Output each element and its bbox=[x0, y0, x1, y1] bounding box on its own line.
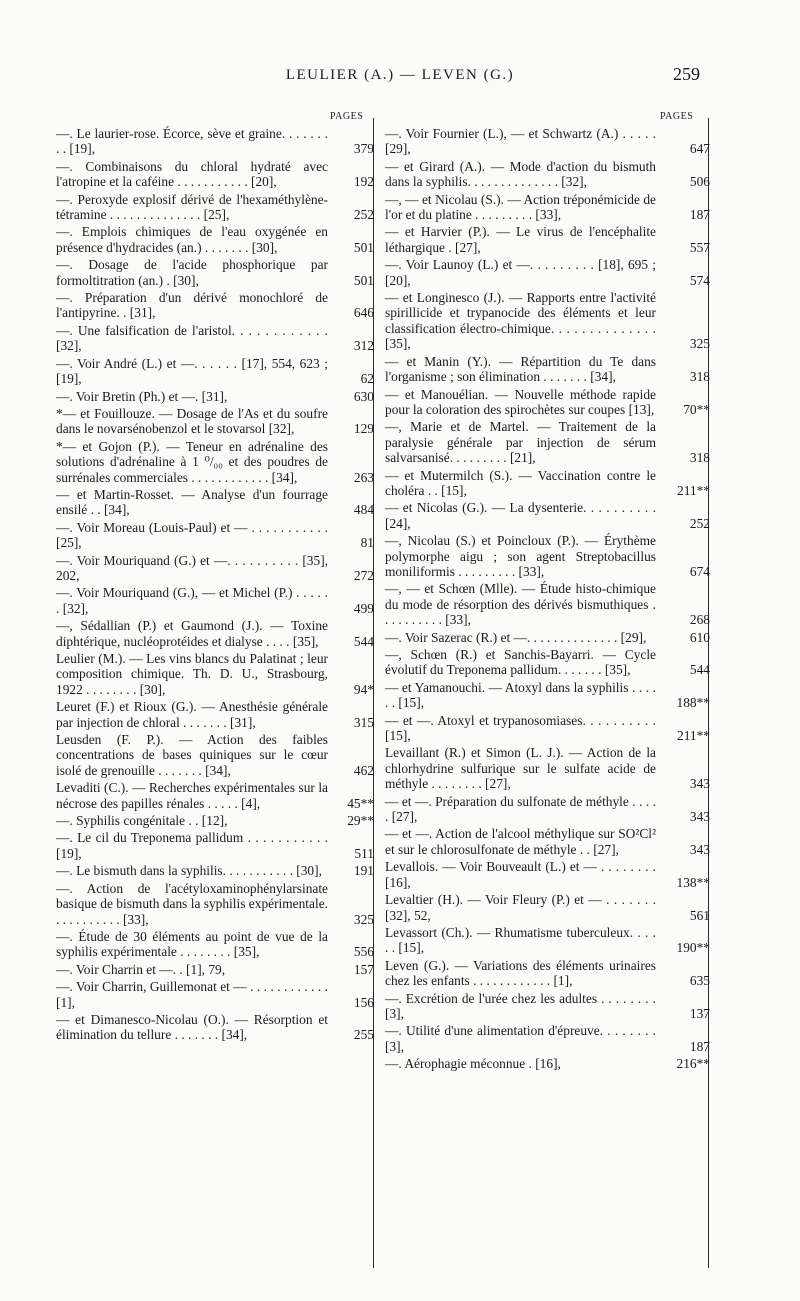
entry-page-number: 630 bbox=[353, 388, 374, 404]
index-entry bbox=[56, 651, 374, 697]
entry-text: —. Voir Moreau (Louis-Paul) et — . . . . . . . . . . . [25], bbox=[56, 519, 328, 551]
entry-page-number: 674 bbox=[689, 563, 710, 579]
entry-page-number: 129 bbox=[353, 421, 374, 437]
entry-text: Levassort (Ch.). — Rhumatisme tuberculeux. . . . . . [15], bbox=[385, 924, 656, 956]
entry-page-number: 379 bbox=[353, 141, 374, 157]
entry-page-number: 81 bbox=[360, 535, 374, 551]
entry-page-number: 187 bbox=[689, 207, 710, 223]
entry-text: — et Manin (Y.). — Répartition du Te dans l'organisme ; son élimination . . . . . . . [34], bbox=[385, 353, 656, 385]
index-entry bbox=[56, 881, 374, 927]
entry-page-number: 646 bbox=[353, 305, 374, 321]
entry-text: —. Voir Sazerac (R.) et —. . . . . . . . . . . . . . [29], bbox=[385, 629, 647, 645]
page-header bbox=[0, 64, 800, 88]
entry-text: —. Le bismuth dans la syphilis. . . . . . . . . . . [30], bbox=[56, 863, 322, 879]
entry-text: — et —. Atoxyl et trypanosomiases. . . . . . . . . . [15], bbox=[385, 712, 656, 744]
entry-page-number: 544 bbox=[353, 633, 374, 649]
index-entry bbox=[385, 387, 710, 418]
entry-text: —, — et Nicolau (S.). — Action tréponémicide de l'or et du platine . . . . . . . . . [33], bbox=[385, 191, 656, 223]
entry-page-number: 610 bbox=[689, 629, 710, 645]
index-entry bbox=[56, 979, 374, 1010]
entry-page-number: 62 bbox=[360, 371, 374, 387]
entry-page-number: 343 bbox=[689, 776, 710, 792]
entry-text: *— et Fouillouze. — Dosage de l'As et du soufre dans le novarsénobenzol et le stovarsol [32], bbox=[56, 405, 328, 437]
entry-text: —. Excrétion de l'urée chez les adultes . . . . . . . . [3], bbox=[385, 990, 656, 1021]
index-entry bbox=[385, 892, 710, 923]
index-entry bbox=[385, 533, 710, 579]
index-column-left bbox=[56, 126, 374, 1045]
index-entry bbox=[385, 630, 710, 645]
entry-page-number: 138** bbox=[676, 874, 710, 890]
entry-text: —. Voir Bretin (Ph.) et —. [31], bbox=[56, 388, 228, 404]
entry-text: — et Harvier (P.). — Le virus de l'encéphalite léthargique . [27], bbox=[385, 224, 656, 255]
entry-text: —. Voir Mouriquand (G.) et —. . . . . . . . . . [35], 202, bbox=[56, 552, 328, 583]
entry-text: —. Voir André (L.) et —. . . . . . [17], 554, 623 ; [19], bbox=[56, 355, 328, 387]
index-entry bbox=[56, 780, 374, 811]
index-entry bbox=[56, 553, 374, 584]
entry-text: — et —. Préparation du sulfonate de méthyle . . . . . [27], bbox=[385, 793, 656, 825]
entry-text: — et —. Action de l'alcool méthylique sur SO²Cl² et sur le chlorosulfonate de méthyle . . [27], bbox=[385, 826, 656, 857]
entry-text: Levaditi (C.). — Recherches expérimentales sur la nécrose des papilles rénales . . . . . [4], bbox=[56, 780, 328, 811]
entry-text: —. Peroxyde explosif dérivé de l'hexaméthylène-tétramine . . . . . . . . . . . . . . [25], bbox=[56, 191, 328, 223]
entry-text: —. Emplois chimiques de l'eau oxygénée en présence d'hydracides (an.) . . . . . . . [30], bbox=[56, 224, 328, 255]
entry-page-number: 561 bbox=[689, 907, 710, 923]
entry-page-number: 635 bbox=[689, 973, 710, 989]
entry-page-number: 499 bbox=[353, 600, 374, 616]
entry-page-number: 325 bbox=[353, 911, 374, 927]
entry-text: —. Étude de 30 éléments au point de vue de la syphilis expérimentale . . . . . . . . [35], bbox=[56, 928, 328, 960]
pages-column-heading-left: PAGES bbox=[330, 111, 364, 122]
index-entry bbox=[385, 581, 710, 627]
index-entry bbox=[385, 224, 710, 255]
entry-text: Leuret (F.) et Rioux (G.). — Anesthésie générale par injection de chloral . . . . . . . [31], bbox=[56, 699, 328, 730]
index-entry bbox=[56, 159, 374, 190]
entry-text: —. Aérophagie méconnue . [16], bbox=[385, 1056, 561, 1072]
index-entry bbox=[56, 487, 374, 518]
index-entry bbox=[56, 439, 374, 485]
index-entry bbox=[385, 354, 710, 385]
index-entry bbox=[56, 520, 374, 551]
entry-page-number: 318 bbox=[689, 450, 710, 466]
index-entry bbox=[56, 356, 374, 387]
entry-page-number: 462 bbox=[353, 762, 374, 778]
entry-text: — et Girard (A.). — Mode d'action du bismuth dans la syphilis. . . . . . . . . . . . . . [32], bbox=[385, 158, 656, 190]
index-entry bbox=[56, 224, 374, 255]
entry-page-number: 211** bbox=[677, 728, 710, 744]
entry-page-number: 544 bbox=[689, 662, 710, 678]
entry-page-number: 272 bbox=[353, 567, 374, 583]
entry-text: —. Voir Fournier (L.), — et Schwartz (A.) . . . . . [29], bbox=[385, 126, 656, 157]
entry-text: —, Schœn (R.) et Sanchis-Bayarri. — Cycle évolutif du Treponema pallidum. . . . . . . [35], bbox=[385, 647, 656, 678]
entry-text: —. Voir Mouriquand (G.), — et Michel (P.) . . . . . . [32], bbox=[56, 585, 328, 616]
entry-page-number: 45** bbox=[347, 795, 374, 811]
index-entry bbox=[385, 859, 710, 890]
index-entry bbox=[385, 925, 710, 956]
entry-text: —. Voir Charrin, Guillemonat et — . . . . . . . . . . . . [1], bbox=[56, 979, 328, 1010]
entry-page-number: 94* bbox=[353, 681, 374, 697]
index-entry bbox=[385, 500, 710, 531]
index-entry bbox=[385, 647, 710, 678]
entry-page-number: 29** bbox=[347, 813, 374, 829]
entry-text: — et Manouélian. — Nouvelle méthode rapide pour la coloration des spirochètes sur coupes [13], bbox=[385, 386, 656, 417]
entry-text: —, Nicolau (S.) et Poincloux (P.). — Érythème polymorphe aigu ; son agent Streptobacillus moniliformis . . . . . . . . . [33], bbox=[385, 533, 656, 579]
entry-page-number: 255 bbox=[353, 1027, 374, 1043]
entry-page-number: 188** bbox=[676, 695, 710, 711]
index-entry bbox=[385, 192, 710, 223]
entry-page-number: 156 bbox=[353, 994, 374, 1010]
entry-text: — et Dimanesco-Nicolau (O.). — Résorption et élimination du tellure . . . . . . . [34], bbox=[56, 1011, 328, 1043]
entry-page-number: 137 bbox=[689, 1005, 710, 1021]
index-entry bbox=[56, 962, 374, 977]
entry-text: — et Yamanouchi. — Atoxyl dans la syphilis . . . . . . [15], bbox=[385, 679, 656, 711]
index-entry bbox=[385, 1056, 710, 1071]
entry-page-number: 157 bbox=[353, 961, 374, 977]
index-entry bbox=[56, 290, 374, 321]
entry-text: Leulier (M.). — Les vins blancs du Palatinat ; leur composition chimique. Th. D. U., Strasbourg, 1922 . . . . . . . . [30], bbox=[56, 651, 328, 697]
entry-page-number: 511 bbox=[354, 845, 374, 861]
entry-text: *— et Gojon (P.). — Teneur en adrénaline des solutions d'adrénaline à 1 ⁰/₀₀ et des poudres de surrénales commerciales . . . . . . . . . . . . [34], bbox=[56, 438, 328, 485]
entry-page-number: 343 bbox=[689, 841, 710, 857]
entry-page-number: 190** bbox=[676, 940, 710, 956]
entry-text: — et Nicolas (G.). — La dysenterie. . . . . . . . . . [24], bbox=[385, 500, 656, 531]
entry-page-number: 315 bbox=[353, 714, 374, 730]
entry-text: —. Syphilis congénitale . . [12], bbox=[56, 813, 228, 829]
index-entry bbox=[385, 1023, 710, 1054]
entry-page-number: 252 bbox=[689, 515, 710, 531]
entry-text: —. Action de l'acétyloxaminophénylarsinate basique de bismuth dans la syphilis expérimentale. . . . . . . . . . . [33], bbox=[56, 880, 328, 927]
index-entry bbox=[385, 958, 710, 989]
entry-page-number: 325 bbox=[689, 336, 710, 352]
entry-text: —, Sédallian (P.) et Gaumond (J.). — Toxine diphtérique, nucléoprotéides et dialyse . . . . [35], bbox=[56, 618, 328, 649]
index-entry bbox=[385, 680, 710, 711]
index-entry bbox=[385, 794, 710, 825]
entry-page-number: 263 bbox=[353, 469, 374, 485]
entry-page-number: 252 bbox=[353, 207, 374, 223]
page-number: 259 bbox=[673, 64, 700, 84]
index-entry bbox=[385, 826, 710, 857]
index-entry bbox=[56, 830, 374, 861]
index-entry bbox=[385, 468, 710, 499]
entry-page-number: 312 bbox=[353, 338, 374, 354]
entry-text: Levallois. — Voir Bouveault (L.) et — . . . . . . . . [16], bbox=[385, 859, 656, 890]
index-entry bbox=[56, 699, 374, 730]
index-entry bbox=[56, 618, 374, 649]
index-entry bbox=[56, 1012, 374, 1043]
entry-text: —. Le laurier-rose. Écorce, sève et graine. . . . . . . . . [19], bbox=[56, 126, 328, 157]
entry-text: —. Dosage de l'acide phosphorique par formoltitration (an.) . [30], bbox=[56, 257, 328, 288]
index-entry bbox=[385, 290, 710, 352]
pages-column-heading-right: PAGES bbox=[660, 111, 694, 122]
entry-text: —, — et Schœn (Mlle). — Étude histo-chimique du mode de résorption des dérivés bismuthiques . . . . . . . . . . [33], bbox=[385, 581, 656, 628]
entry-text: — et Martin-Rosset. — Analyse d'un fourrage ensilé . . [34], bbox=[56, 486, 328, 518]
entry-page-number: 484 bbox=[353, 502, 374, 518]
entry-text: Levaillant (R.) et Simon (L. J.). — Action de la chlorhydrine sulfurique sur le sulfate acide de méthyle . . . . . . . . [27], bbox=[385, 745, 656, 792]
entry-text: —, Marie et de Martel. — Traitement de la paralysie générale par injection de sérum salvarsanisé. . . . . . . . . [21], bbox=[385, 419, 656, 466]
entry-text: — et Mutermilch (S.). — Vaccination contre le choléra . . [15], bbox=[385, 467, 656, 498]
running-title: LEULIER (A.) — LEVEN (G.) bbox=[285, 67, 515, 83]
index-entry bbox=[56, 585, 374, 616]
entry-text: —. Une falsification de l'aristol. . . . . . . . . . . . [32], bbox=[56, 322, 328, 354]
entry-page-number: 268 bbox=[689, 612, 710, 628]
entry-page-number: 506 bbox=[689, 174, 710, 190]
index-entry bbox=[56, 406, 374, 437]
entry-text: Leven (G.). — Variations des éléments urinaires chez les enfants . . . . . . . . . . . . [1], bbox=[385, 957, 656, 989]
entry-text: —. Combinaisons du chloral hydraté avec l'atropine et la caféine . . . . . . . . . . . [20], bbox=[56, 158, 328, 190]
index-entry bbox=[56, 257, 374, 288]
index-entry bbox=[385, 419, 710, 465]
entry-text: —. Préparation d'un dérivé monochloré de l'antipyrine. . [31], bbox=[56, 290, 328, 321]
entry-text: —. Voir Launoy (L.) et —. . . . . . . . . [18], 695 ; [20], bbox=[385, 257, 656, 288]
entry-text: Levaltier (H.). — Voir Fleury (P.) et — . . . . . . . [32], 52, bbox=[385, 892, 656, 923]
entry-page-number: 574 bbox=[689, 272, 710, 288]
entry-page-number: 187 bbox=[689, 1038, 710, 1054]
index-entry bbox=[385, 126, 710, 157]
entry-page-number: 501 bbox=[353, 239, 374, 255]
index-entry bbox=[56, 929, 374, 960]
entry-text: —. Le cil du Treponema pallidum . . . . . . . . . . . [19], bbox=[56, 830, 328, 861]
index-entry bbox=[385, 713, 710, 744]
entry-page-number: 556 bbox=[353, 944, 374, 960]
entry-page-number: 70** bbox=[683, 401, 710, 417]
entry-page-number: 318 bbox=[689, 369, 710, 385]
index-entry bbox=[56, 863, 374, 878]
entry-page-number: 343 bbox=[689, 809, 710, 825]
index-entry bbox=[385, 745, 710, 791]
index-entry bbox=[56, 389, 374, 404]
entry-page-number: 647 bbox=[689, 141, 710, 157]
entry-page-number: 216** bbox=[676, 1056, 710, 1072]
entry-text: — et Longinesco (J.). — Rapports entre l'activité spirillicide et trypanocide des éléments et leur classification électro-chimique. . . . . . . . . . . . . . [35], bbox=[385, 290, 656, 352]
entry-page-number: 557 bbox=[689, 239, 710, 255]
entry-text: Leusden (F. P.). — Action des faibles concentrations de bases quiniques sur le cœur isolé de grenouille . . . . . . . [34], bbox=[56, 732, 328, 778]
entry-page-number: 192 bbox=[353, 174, 374, 190]
entry-page-number: 191 bbox=[353, 863, 374, 879]
index-entry bbox=[56, 126, 374, 157]
entry-text: —. Voir Charrin et —. . [1], 79, bbox=[56, 961, 226, 977]
index-entry bbox=[385, 257, 710, 288]
entry-page-number: 501 bbox=[353, 272, 374, 288]
index-entry bbox=[56, 192, 374, 223]
index-entry bbox=[385, 159, 710, 190]
entry-page-number: 211** bbox=[677, 482, 710, 498]
index-entry bbox=[56, 732, 374, 778]
index-entry bbox=[56, 813, 374, 828]
index-column-right bbox=[385, 126, 710, 1074]
index-entry bbox=[385, 991, 710, 1022]
entry-text: —. Utilité d'une alimentation d'épreuve. . . . . . . . [3], bbox=[385, 1023, 656, 1054]
index-entry bbox=[56, 323, 374, 354]
